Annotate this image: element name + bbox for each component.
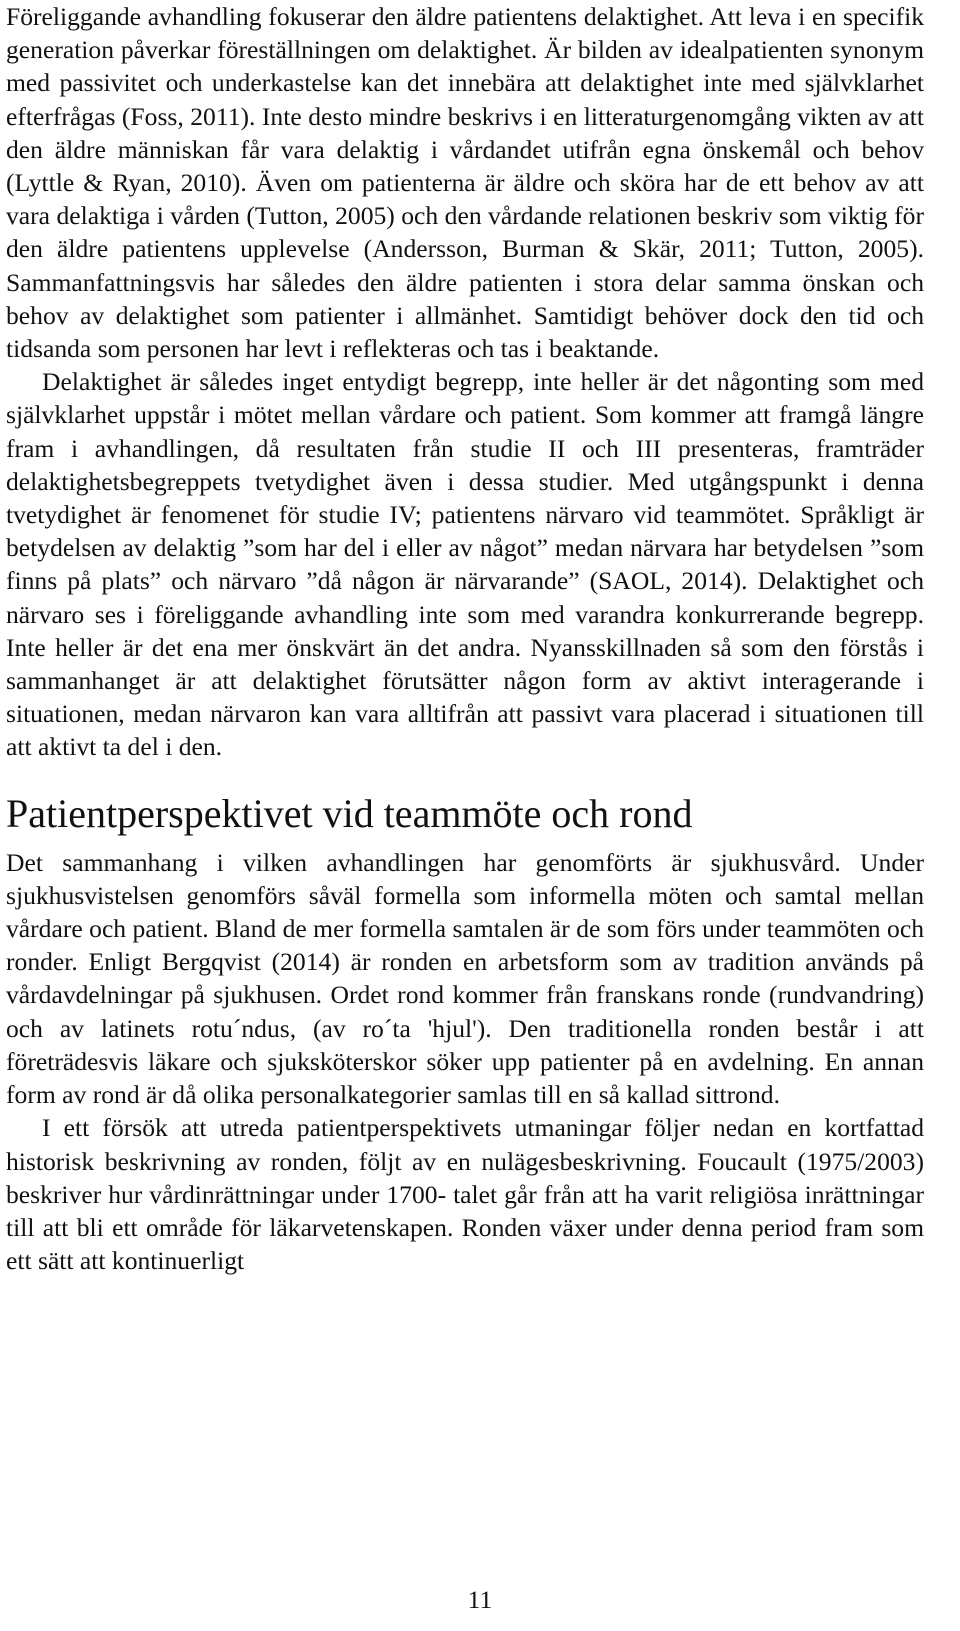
- paragraph-2: Delaktighet är således inget entydigt begrepp, inte heller är det någonting som med självklarhet uppstår i mötet mellan vårdare och patient. Som kommer att framgå längre fram i avhandlingen, då resultaten från studie II och III presenteras, framträder delaktighetsbegreppets tvetydighet även i dessa studier. Med utgångspunkt i denna tvetydighet är fenomenet för studie IV; patientens närvaro vid teammötet. Språkligt är betydelsen av delaktig ”som har del i eller av något” medan närvara har betydelsen ”som finns på plats” och närvaro ”då någon är närvarande” (SAOL, 2014). Delaktighet och närvaro ses i föreliggande avhandling inte som med varandra konkurrerande begrepp. Inte heller är det ena mer önskvärt än det andra. Nyansskillnaden så som den förstås i sammanhanget är att delaktighet förutsätter någon form av aktivt interagerande i situationen, medan närvaron kan vara alltifrån att passivt vara placerad i situationen till att aktivt ta del i den.: [6, 367, 924, 762]
- paragraph-4: I ett försök att utreda patientperspektivets utmaningar följer nedan en kortfattad historisk beskrivning av ronden, följt av en nulägesbeskrivning. Foucault (1975/2003) beskriver hur vårdinrättningar under 1700- talet går från att ha varit religiösa inrättningar till att bli ett område för läkarvetenskapen. Ronden växer under denna period fram som ett sätt att kontinuerligt: [6, 1113, 924, 1276]
- paragraph-1: Föreliggande avhandling fokuserar den äldre patientens delaktighet. Att leva i en specifik generation påverkar föreställningen om delaktighet. Är bilden av idealpatienten synonym med passivitet och underkastelse kan det innebära att delaktighet inte med självklarhet efterfrågas (Foss, 2011). Inte desto mindre beskrivs i en litteraturgenomgång vikten av att den äldre människan får vara delaktig i vårdandet utifrån egna önskemål och behov (Lyttle & Ryan, 2010). Även om patienterna är äldre och sköra har de ett behov av att vara delaktiga i vården (Tutton, 2005) och den vårdande relationen beskriv som viktig för den äldre patientens upplevelse (Andersson, Burman & Skär, 2011; Tutton, 2005). Sammanfattningsvis har således den äldre patienten i stora delar samma önskan och behov av delaktighet som patienter i allmänhet. Samtidigt behöver dock den tid och tidsanda som personen har levt i reflekteras och tas i beaktande.: [6, 2, 924, 364]
- document-page: [6, 0, 924, 1277]
- paragraph-3: Det sammanhang i vilken avhandlingen har genomförts är sjukhusvård. Under sjukhusvistelsen genomförs såväl formella som informella möten och samtal mellan vårdare och patient. Bland de mer formella samtalen är de som förs under teammöten och ronder. Enligt Bergqvist (2014) är ronden en arbetsform som av tradition används på vårdavdelningar på sjukhusen. Ordet rond kommer från franskans ronde (rundvandring) och av latinets rotu´ndus, (av ro´ta 'hjul'). Den traditionella ronden består i att företrädesvis läkare och sjuksköterskor söker upp patienter på en avdelning. En annan form av rond är då olika personalkategorier samlas till en så kallad sittrond.: [6, 847, 924, 1110]
- page-number: 11: [467, 1585, 493, 1614]
- section-heading: Patientperspektivet vid teammöte och rond: [6, 790, 693, 836]
